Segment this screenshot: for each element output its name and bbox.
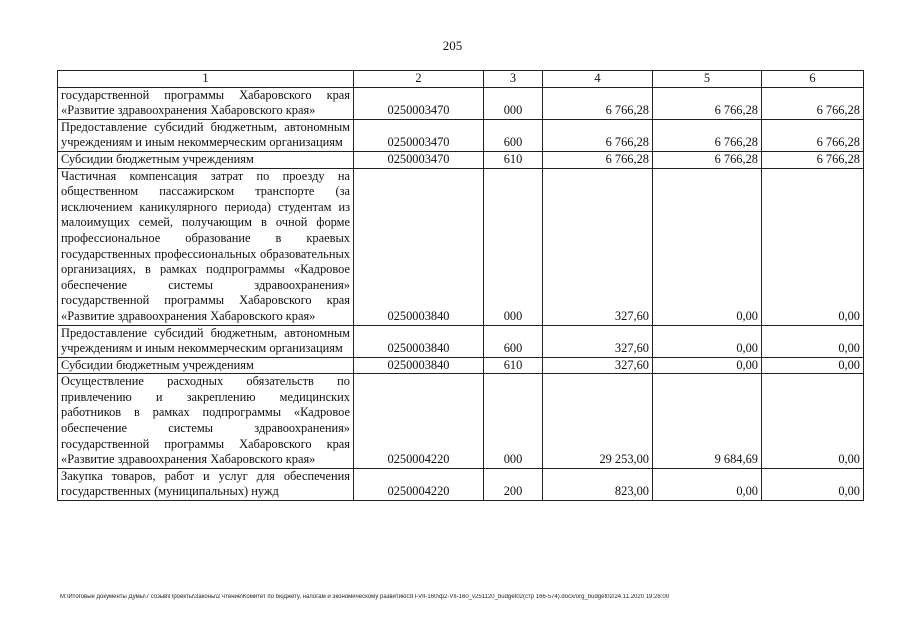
target-code-cell: 0250003470 <box>354 151 484 168</box>
table-row <box>58 168 864 325</box>
target-code-cell: 0250003470 <box>354 87 484 119</box>
amount-cell: 0,00 <box>653 168 762 325</box>
column-header: 1 <box>58 71 354 88</box>
amount-cell: 823,00 <box>543 468 653 500</box>
column-header: 2 <box>354 71 484 88</box>
page-number: 205 <box>442 38 463 53</box>
amount-cell: 0,00 <box>762 374 864 469</box>
expense-kind-cell: 200 <box>484 468 543 500</box>
target-code-cell: 0250003840 <box>354 357 484 374</box>
amount-cell: 0,00 <box>762 357 864 374</box>
table-row <box>58 325 864 357</box>
expense-name-cell: Осуществление расходных обязательств по привлечению и закреплению медицинских работников в рамках подпрограммы «Кадровое обеспечение системы здравоохранения» государственной программы Хабаровского края «Развитие здравоохранения Хабаровского края» <box>58 374 354 469</box>
target-code-cell: 0250003470 <box>354 119 484 151</box>
expense-name-cell: Субсидии бюджетным учреждениям <box>58 357 354 374</box>
amount-cell: 0,00 <box>653 325 762 357</box>
target-code-cell: 0250004220 <box>354 374 484 469</box>
table-row <box>58 468 864 500</box>
expense-kind-cell: 000 <box>484 374 543 469</box>
amount-cell: 6 766,28 <box>653 151 762 168</box>
expense-kind-cell: 600 <box>484 325 543 357</box>
table-row <box>58 151 864 168</box>
expense-name-cell: государственной программы Хабаровского края «Развитие здравоохранения Хабаровского края» <box>58 87 354 119</box>
table-row <box>58 357 864 374</box>
amount-cell: 6 766,28 <box>762 87 864 119</box>
target-code-cell: 0250003840 <box>354 325 484 357</box>
column-header: 3 <box>484 71 543 88</box>
expense-name-cell: Предоставление субсидий бюджетным, автономным учреждениям и иным некоммерческим организациям <box>58 325 354 357</box>
amount-cell: 0,00 <box>762 325 864 357</box>
expense-kind-cell: 610 <box>484 151 543 168</box>
amount-cell: 6 766,28 <box>653 87 762 119</box>
amount-cell: 327,60 <box>543 357 653 374</box>
expense-kind-cell: 610 <box>484 357 543 374</box>
amount-cell: 9 684,69 <box>653 374 762 469</box>
amount-cell: 6 766,28 <box>762 119 864 151</box>
amount-cell: 29 253,00 <box>543 374 653 469</box>
expense-kind-cell: 000 <box>484 168 543 325</box>
expense-name-cell: Предоставление субсидий бюджетным, автономным учреждениям и иным некоммерческим организациям <box>58 119 354 151</box>
amount-cell: 0,00 <box>762 468 864 500</box>
column-header: 4 <box>543 71 653 88</box>
amount-cell: 0,00 <box>762 168 864 325</box>
table-row <box>58 87 864 119</box>
expense-kind-cell: 600 <box>484 119 543 151</box>
target-code-cell: 0250004220 <box>354 468 484 500</box>
amount-cell: 0,00 <box>653 468 762 500</box>
expense-name-cell: Частичная компенсация затрат по проезду на общественном пассажирском транспорте (за исключением каникулярного периода) студентам из малоимущих семей, получающим в очной форме профессиональное образование в краевых государственных профессиональных образовательных организациях, в рамках подпрограммы «Кадровое обеспечение системы здравоохранения» государственной программы Хабаровского края «Развитие здравоохранения Хабаровского края» <box>58 168 354 325</box>
amount-cell: 6 766,28 <box>653 119 762 151</box>
amount-cell: 6 766,28 <box>543 87 653 119</box>
table-header-row <box>58 71 864 88</box>
expense-kind-cell: 000 <box>484 87 543 119</box>
column-header: 5 <box>653 71 762 88</box>
document-footer-path: M:\Итоговые документы Думы\7 созыв\Проекты\Законы\2 чтение\Комитет по бюджету, налогам и экономическому развитию\ЗП-VII-160\ф2-VII-160_v251120_budget02(стр 166-574).docx/org_budget02/24.11.2020 19:28:00 <box>60 594 670 600</box>
amount-cell: 327,60 <box>543 325 653 357</box>
table-row <box>58 119 864 151</box>
amount-cell: 6 766,28 <box>762 151 864 168</box>
target-code-cell: 0250003840 <box>354 168 484 325</box>
amount-cell: 6 766,28 <box>543 119 653 151</box>
amount-cell: 0,00 <box>653 357 762 374</box>
budget-table <box>57 70 864 501</box>
amount-cell: 327,60 <box>543 168 653 325</box>
expense-name-cell: Закупка товаров, работ и услуг для обеспечения государственных (муниципальных) нужд <box>58 468 354 500</box>
table-row <box>58 374 864 469</box>
expense-name-cell: Субсидии бюджетным учреждениям <box>58 151 354 168</box>
column-header: 6 <box>762 71 864 88</box>
amount-cell: 6 766,28 <box>543 151 653 168</box>
